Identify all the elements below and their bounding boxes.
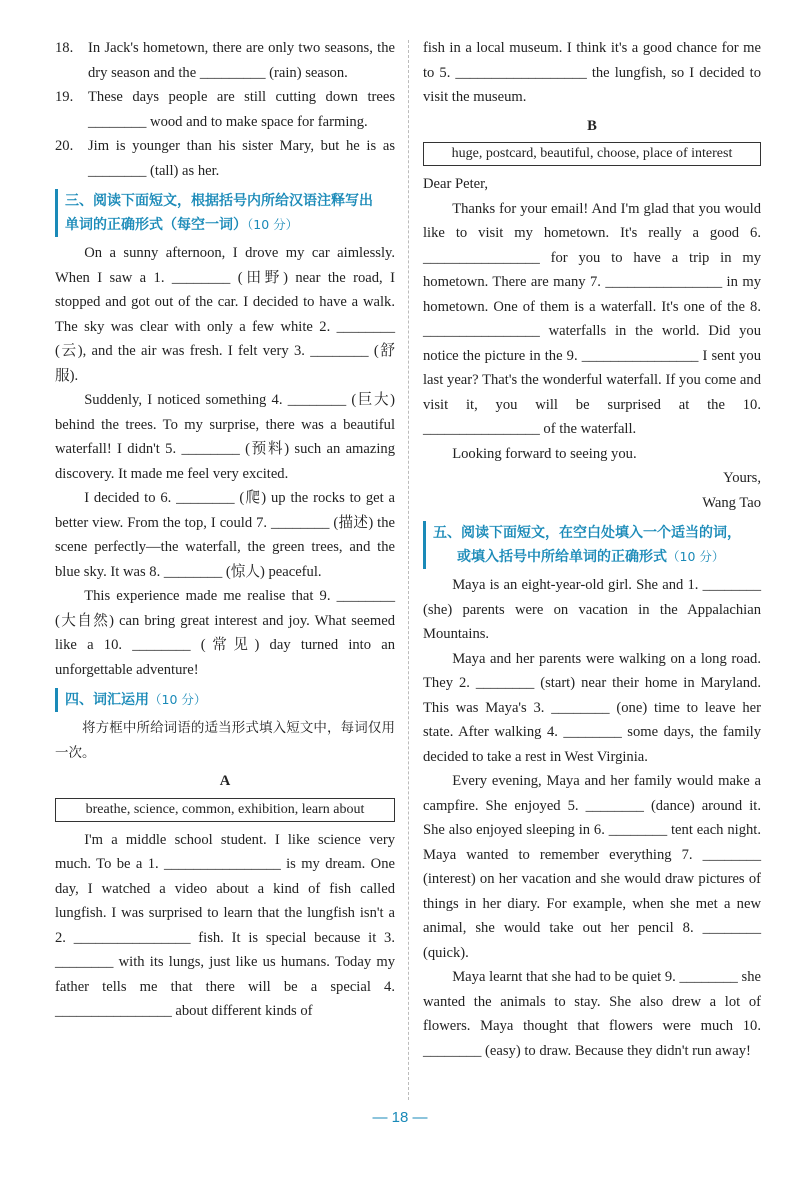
section-3-heading <box>55 189 395 237</box>
section-5-paragraph: Maya and her parents were walking on a long road. They 2. ________ (start) near their home in Maryland. This was Maya's 3. ________ (one) time to leave her state. After walking 4. ________ some days, the family decided to take a rest in West Virginia. <box>423 650 761 765</box>
section-3-paragraph: This experience made me realise that 9. ________ (大自然) can bring great interest and joy. What seemed like a 10. ________ (常见) day turned into an unforgettable adventure! <box>55 588 395 678</box>
word-box-a: breathe, science, common, exhibition, learn about <box>55 798 395 822</box>
question-text: These days people are still cutting down trees ________ wood and to make space for farming. <box>88 89 395 130</box>
section-5-paragraph: Maya learnt that she had to be quiet 9. ________ she wanted the animals to stay. She also drew a lot of flowers. Maya thought that flowers were much 10. ________ (easy) to draw. Because they didn't run away! <box>423 969 761 1059</box>
section-4-heading <box>55 688 395 712</box>
section-5-heading <box>423 521 761 569</box>
question-20 <box>55 134 395 183</box>
right-column <box>423 36 761 1063</box>
passage-b-label: B <box>587 117 597 134</box>
section-5-paragraph: Every evening, Maya and her family would make a campfire. She enjoyed 5. ________ (dance) around it. She also enjoyed sleeping in 6. ________ tent each night. Maya wanted to remember everything 7. ________ (interest) on her vacation and she would draw pictures of things in her diary. For example, when she met a new animal, she would take out her pencil 8. ________ (quick). <box>423 773 761 961</box>
section-5-paragraph: Maya is an eight-year-old girl. She and 1. ________ (she) parents were on vacation in the Appalachian Mountains. <box>423 577 761 642</box>
word-box-b: huge, postcard, beautiful, choose, place of interest <box>423 142 761 166</box>
section-3-title-line2: 单词的正确形式（每空一词） <box>65 217 247 233</box>
section-4-title: 四、词汇运用 <box>65 692 149 708</box>
letter-greeting: Dear Peter, <box>423 176 489 192</box>
passage-a-label: A <box>219 773 231 789</box>
passage-a-continued: fish in a local museum. I think it's a good chance for me to 5. __________________ the lungfish, so I decided to visit the museum. <box>423 40 761 105</box>
left-column <box>55 36 395 1024</box>
letter-sign-off: Yours, <box>723 470 761 486</box>
section-3-paragraph: Suddenly, I noticed something 4. ________ (巨大) behind the trees. To my surprise, there was a beautiful waterfall! I didn't 5. ________ (预料) such an amazing discovery. It made me feel very excited. <box>55 392 395 482</box>
letter-body: Thanks for your email! And I'm glad that you would like to visit my hometown. It's really a good 6. ________________ for you to have a trip in my hometown. There are many 7. ________________ in my hometown. One of them is a waterfall. It's one of the 8. ________________ waterfalls in the world. Did you notice the picture in the 9. ________________ I sent you last year? That's the wonderful waterfall. If you come and visit it, you will be surprised at the 10. ________________ of the waterfall. <box>423 200 761 437</box>
section-5-title-line2: 或填入括号中所给单词的正确形式 <box>457 549 667 565</box>
question-number: 19. <box>55 89 74 105</box>
section-3-title-line1: 三、阅读下面短文，根据括号内所给汉语注释写出 <box>65 193 373 209</box>
section-5-title-line1: 五、阅读下面短文，在空白处填入一个适当的词， <box>433 525 741 541</box>
section-3-paragraph: On a sunny afternoon, I drove my car aimlessly. When I saw a 1. ________ (田野) near the road, I stopped and got out of the car. I decided to have a walk. The sky was clear with only a few white 2. ________ (云), and the air was fresh. I felt very 3. ________ (舒服). <box>55 245 395 384</box>
question-18 <box>55 36 395 85</box>
letter-signature: Wang Tao <box>702 494 761 511</box>
column-divider <box>408 40 409 1100</box>
question-19 <box>55 85 395 134</box>
question-number: 18. <box>55 40 74 56</box>
question-text: Jim is younger than his sister Mary, but he is as ________ (tall) as her. <box>88 138 395 179</box>
page-number: — 18 — <box>372 1109 428 1126</box>
question-number: 20. <box>55 138 74 154</box>
letter-closing-line: Looking forward to seeing you. <box>452 445 637 462</box>
section-3-paragraph: I decided to 6. ________ (爬) up the rocks to get a better view. From the top, I could 7. ________ (描述) the scene perfectly—the waterfall, the green trees, and the blue sky. It was 8. ________ (惊人) peaceful. <box>55 490 395 580</box>
question-text: In Jack's hometown, there are only two seasons, the dry season and the _________ (rain) season. <box>88 40 395 81</box>
section-4-instruction: 将方框中所给词语的适当形式填入短文中，每词仅用一次。 <box>55 720 395 761</box>
section-4-score: （10 分） <box>149 692 207 707</box>
section-5-score: （10 分） <box>667 549 725 564</box>
passage-a-text: I'm a middle school student. I like science very much. To be a 1. ________________ is my dream. One day, I watched a video about a kind of fish called lungfish. I was surprised to learn that the lungfish isn't a 2. ________________ fish. It is special because it 3. ________ with its lungs, just like us humans. Today my father tells me that there will be a special 4. ________________ about different kinds of <box>55 831 395 1019</box>
section-3-score: （10 分） <box>247 217 299 232</box>
